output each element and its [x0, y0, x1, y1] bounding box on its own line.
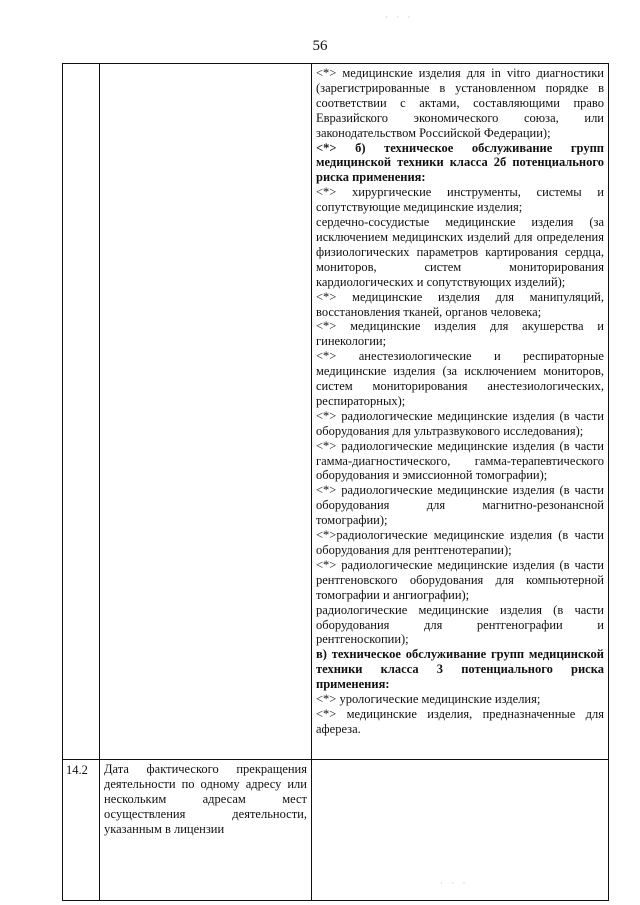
- entry-list: [312, 760, 608, 765]
- list-item: <*> радиологические медицинские изделия (в части гамма-диагностического, гамма-терапевтического оборудования и эмиссионной томографии);: [316, 438, 604, 483]
- table-row: [63, 760, 609, 901]
- row-number: 14.2: [66, 763, 88, 777]
- row-label: Дата фактического прекращения деятельности по одному адресу или нескольким адресам мест осуществления деятельности, указанным в лицензии: [104, 762, 307, 836]
- list-item: <*> хирургические инструменты, системы и сопутствующие медицинские изделия;: [316, 185, 604, 215]
- scan-artifact: · · ·: [385, 12, 414, 22]
- list-item: <*> б) техническое обслуживание групп медицинской техники класса 2б потенциального риска применения:: [316, 140, 604, 185]
- row-number-cell: [63, 760, 100, 901]
- list-item: <*>радиологические медицинские изделия (в части оборудования для рентгенотерапии);: [316, 528, 604, 557]
- license-table: [62, 63, 609, 901]
- list-item: <*> урологические медицинские изделия;: [316, 692, 541, 707]
- list-item: <*> анестезиологические и респираторные медицинские изделия (за исключением мониторов, систем мониторирования анестезиологических, респираторных);: [316, 349, 604, 408]
- list-item: <*> радиологические медицинские изделия (в части рентгеновского оборудования для компьютерной томографии и ангиографии);: [316, 557, 604, 602]
- list-item: сердечно-сосудистые медицинские изделия (за исключением медицинских изделий для определения физиологических параметров картирования сердца, мониторов, систем мониторирования кардиологических и сопутствующих изделий);: [316, 215, 604, 289]
- entry-list: [312, 64, 608, 740]
- list-item: радиологические медицинские изделия (в части оборудования для рентгенографии и рентгеноскопии);: [316, 602, 604, 647]
- list-item: <*> медицинские изделия для манипуляций, восстановления тканей, органов человека;: [316, 289, 604, 319]
- row-label-cell: [100, 64, 312, 760]
- list-item: <*> радиологические медицинские изделия (в части оборудования для магнитно-резонансной томографии);: [316, 483, 604, 528]
- list-item: в) техническое обслуживание групп медицинской техники класса 3 потенциального риска применения:: [316, 647, 604, 692]
- table-row: [63, 64, 609, 760]
- row-label-cell: [100, 760, 312, 901]
- row-value-cell: [312, 64, 609, 760]
- row-number-cell: [63, 64, 100, 760]
- list-item: <*> медицинские изделия для in vitro диагностики (зарегистрированные в установленном порядке в соответствии с актами, составляющими право Евразийского экономического союза, или законодательством Российской Федерации);: [316, 66, 604, 140]
- page-number: 56: [312, 38, 328, 54]
- scan-artifact: · · ·: [440, 878, 469, 888]
- list-item: <*> медицинские изделия, предназначенные для афереза.: [316, 706, 604, 736]
- list-item: <*> радиологические медицинские изделия (в части оборудования для ультразвукового исследования);: [316, 408, 604, 438]
- list-item: <*> медицинские изделия для акушерства и гинекологии;: [316, 319, 604, 349]
